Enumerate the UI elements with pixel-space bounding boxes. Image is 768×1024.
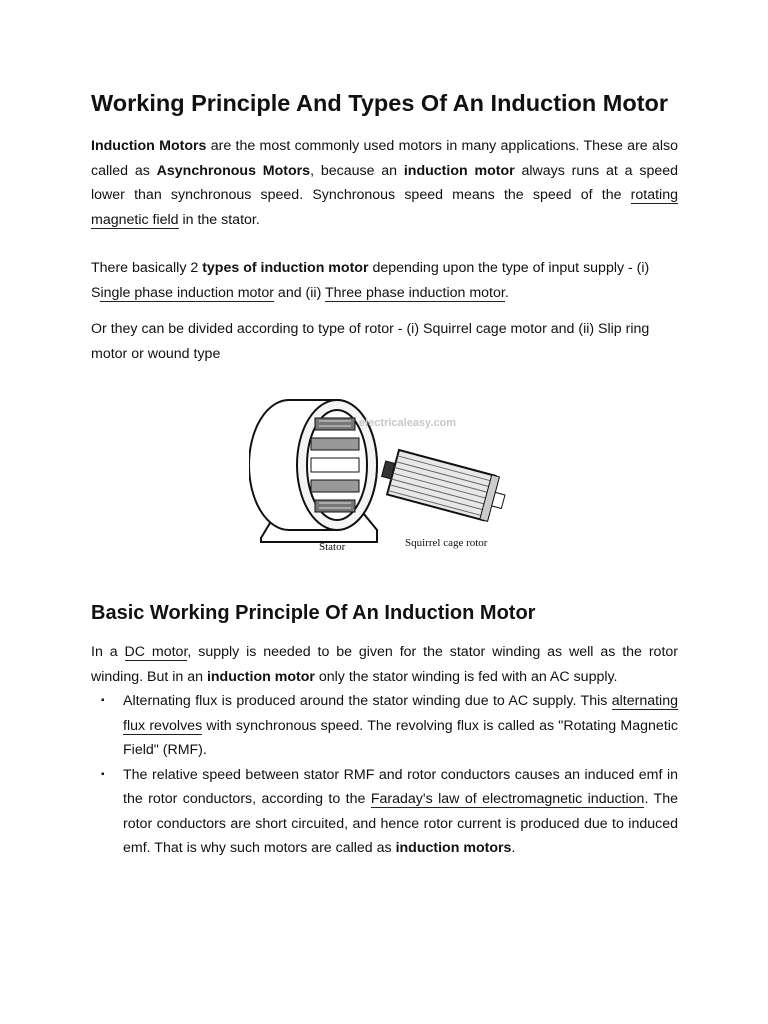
- alternating-flux-link[interactable]: alternating flux revolves: [123, 693, 678, 734]
- dc-motor-link[interactable]: DC motor: [124, 644, 188, 660]
- types-paragraph: [91, 256, 678, 305]
- intro-paragraph: [91, 134, 678, 232]
- text: .: [504, 284, 509, 301]
- rotating-magnetic-field-link[interactable]: rotating magnetic field: [91, 187, 678, 228]
- watermark-text: electricaleasy.com: [359, 417, 457, 429]
- text: .: [511, 840, 516, 856]
- text: depending upon the type of input supply - (i) S: [91, 260, 650, 301]
- dc-motor-paragraph: [91, 640, 678, 689]
- text: , supply is needed to be given for the stator winding as well as the rotor winding. But in an: [91, 644, 679, 685]
- text: in the stator.: [178, 211, 260, 228]
- rotor-types-paragraph: Or they can be divided according to type of rotor - (i) Squirrel cage motor and (ii) Slip ring motor or wound type: [91, 321, 650, 362]
- bold-term: induction motor: [206, 668, 315, 685]
- bold-term: types of induction motor: [202, 260, 369, 276]
- text: are the most commonly used motors in many applications. These are also called as: [91, 138, 679, 179]
- single-phase-motor-link[interactable]: ingle phase induction motor: [100, 284, 274, 301]
- bold-term: Asynchronous Motors: [156, 162, 311, 179]
- three-phase-motor-link[interactable]: Three phase induction motor: [324, 284, 505, 301]
- stator-label: Stator: [319, 541, 346, 553]
- principle-list: [91, 689, 678, 861]
- text: Alternating flux is produced around the stator winding due to AC supply. This: [123, 693, 612, 709]
- text: In a: [91, 644, 125, 660]
- text: only the stator winding is fed with an AC supply.: [314, 668, 618, 685]
- bullet-icon: ▪: [101, 695, 105, 706]
- text: The relative speed between stator RMF and rotor conductors causes an induced emf in the rotor conductors, according to the: [123, 766, 678, 807]
- section-heading: Basic Working Principle Of An Induction Motor: [91, 602, 536, 624]
- text: and (ii): [273, 284, 325, 301]
- bullet-icon: ▪: [101, 768, 105, 780]
- text: . The rotor conductors are short circuited, and hence rotor current is produced due to induced emf. That is why such motors are called as: [123, 791, 678, 856]
- text: , because an: [310, 162, 404, 179]
- list-item: [91, 689, 678, 763]
- bold-term: Induction Motors: [91, 138, 207, 154]
- bold-term: induction motor: [403, 162, 515, 179]
- text: with synchronous speed. The revolving flux is called as "Rotating Magnetic Field" (RMF).: [123, 717, 679, 758]
- list-item: [91, 763, 678, 861]
- text: There basically 2: [91, 260, 203, 276]
- text: always runs at a speed lower than synchronous speed. Synchronous speed means the speed of the: [91, 162, 679, 203]
- page-title: Working Principle And Types Of An Induction Motor: [91, 90, 669, 116]
- faradays-law-link[interactable]: Faraday's law of electromagnetic induction: [370, 791, 645, 807]
- motor-figure: [91, 390, 678, 560]
- bold-term: induction motors: [395, 840, 512, 856]
- document-page: [91, 88, 678, 861]
- rotor-label: Squirrel cage rotor: [405, 537, 488, 549]
- stator-rotor-illustration: [249, 390, 529, 555]
